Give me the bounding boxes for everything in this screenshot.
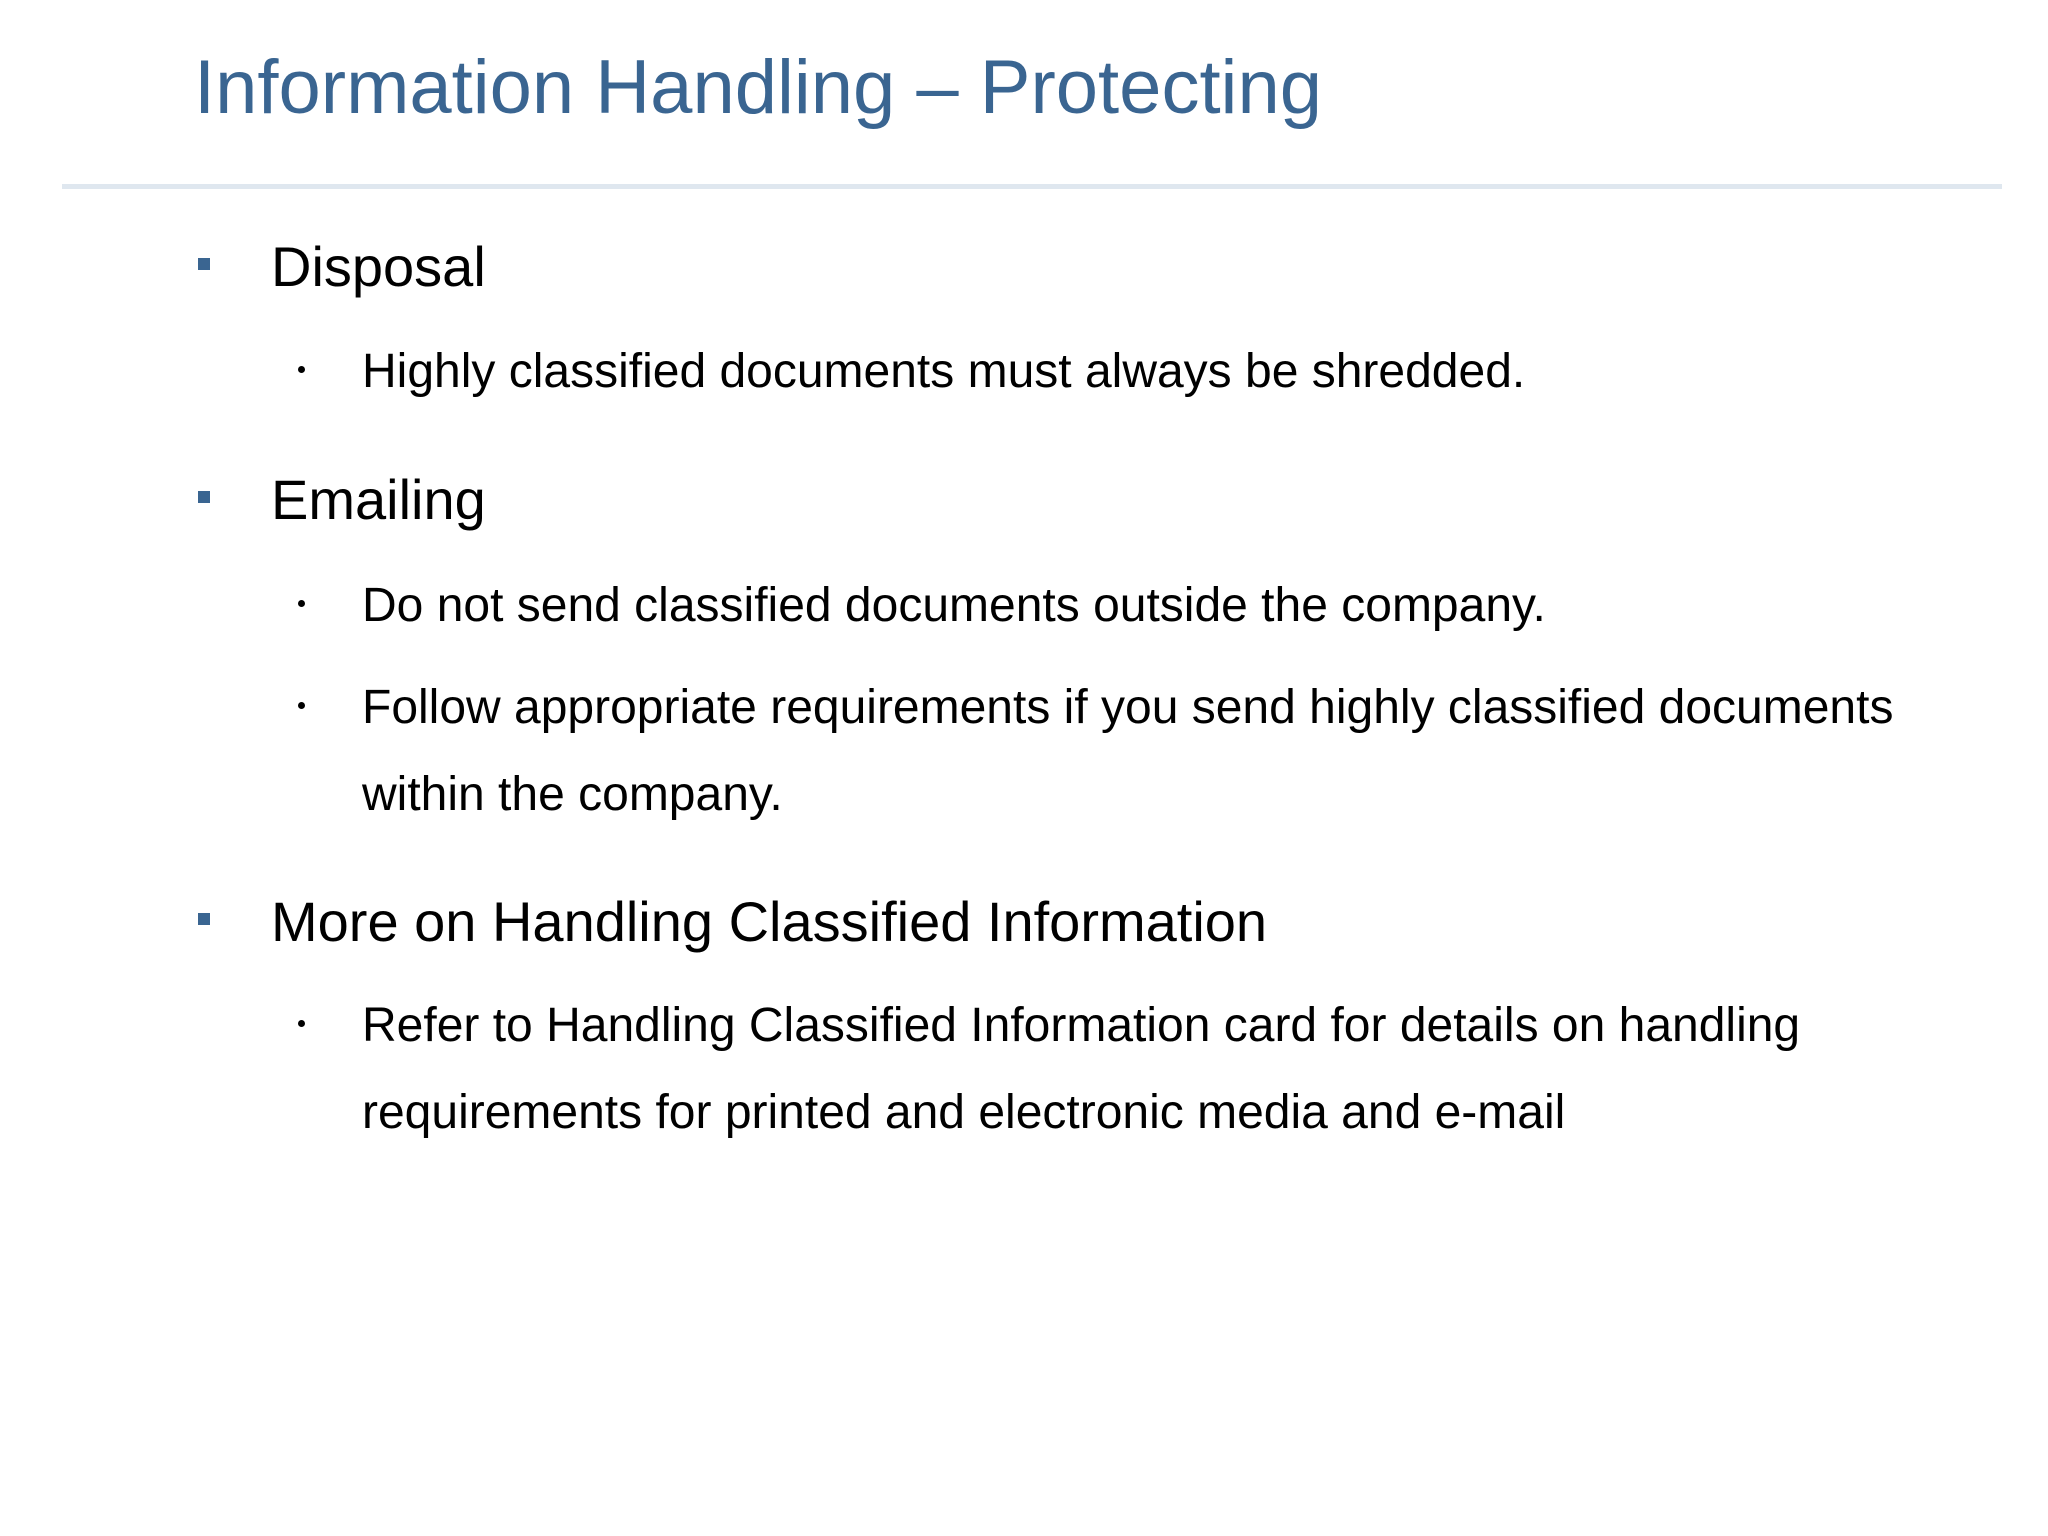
slide-title: Information Handling – Protecting [194,45,1322,130]
section-heading-emailing: Emailing [271,468,486,531]
section-heading-disposal: Disposal [271,235,486,298]
dot-bullet-icon [298,600,305,607]
list-item: Follow appropriate requirements if you send highly classified documents within the company. [362,681,1894,821]
title-divider [62,184,2002,189]
list-item: Highly classified documents must always be shredded. [362,345,1526,398]
square-bullet-icon [198,258,210,270]
square-bullet-icon [198,913,210,925]
list-item: Do not send classified documents outside the company. [362,579,1546,632]
dot-bullet-icon [298,1020,305,1027]
list-item: Refer to Handling Classified Information card for details on handling requirements for printed and electronic media and e-mail [362,999,1801,1139]
dot-bullet-icon [298,366,305,373]
dot-bullet-icon [298,702,305,709]
square-bullet-icon [198,491,210,503]
section-heading-more-on-handling: More on Handling Classified Information [271,890,1268,953]
